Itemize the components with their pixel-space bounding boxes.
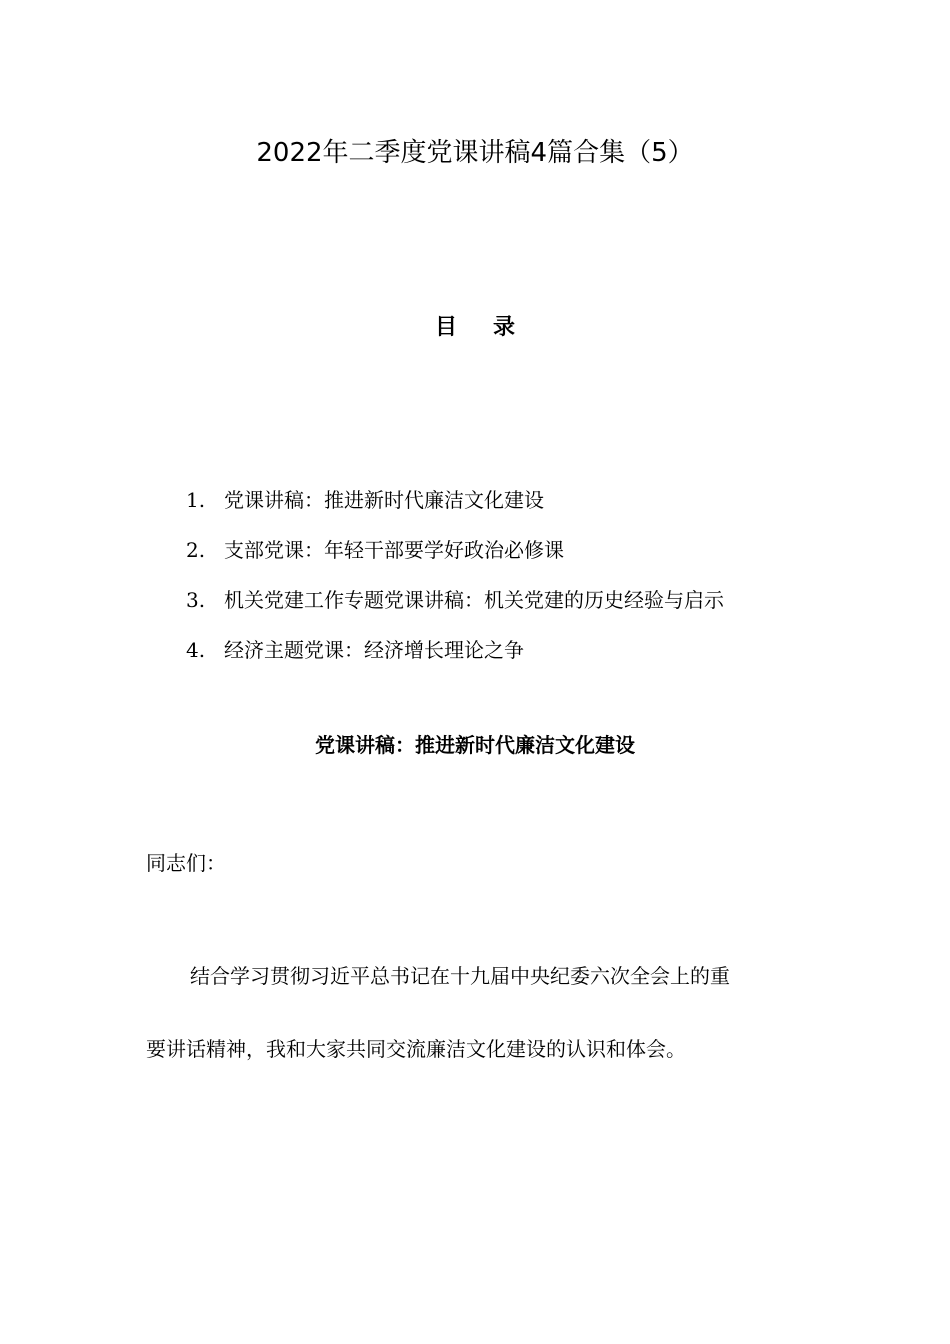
toc-item bbox=[186, 530, 724, 580]
paragraph-line: 结合学习贯彻习近平总书记在十九届中央纪委六次全会上的重 bbox=[190, 964, 730, 988]
toc-item bbox=[186, 480, 724, 530]
body-paragraph bbox=[146, 955, 806, 1101]
toc-item bbox=[186, 630, 724, 680]
toc-item-text: 党课讲稿：推进新时代廉洁文化建设 bbox=[224, 488, 544, 512]
toc-item-number: 2. bbox=[186, 538, 206, 562]
toc-item-number: 4. bbox=[186, 638, 206, 662]
toc-item-text: 经济主题党课：经济增长理论之争 bbox=[224, 638, 524, 662]
toc-item-text: 支部党课：年轻干部要学好政治必修课 bbox=[224, 538, 564, 562]
salutation: 同志们： bbox=[146, 851, 226, 875]
toc-item-text: 机关党建工作专题党课讲稿：机关党建的历史经验与启示 bbox=[224, 588, 724, 612]
toc-item bbox=[186, 580, 724, 630]
toc-list bbox=[186, 480, 724, 680]
section-heading: 党课讲稿：推进新时代廉洁文化建设 bbox=[315, 733, 635, 757]
toc-item-number: 1. bbox=[186, 488, 206, 512]
toc-item-number: 3. bbox=[186, 588, 206, 612]
paragraph-line: 要讲话精神，我和大家共同交流廉洁文化建设的认识和体会。 bbox=[146, 1037, 686, 1061]
document-title: 2022年二季度党课讲稿4篇合集（5） bbox=[256, 138, 694, 168]
toc-heading: 目录 bbox=[434, 314, 551, 340]
